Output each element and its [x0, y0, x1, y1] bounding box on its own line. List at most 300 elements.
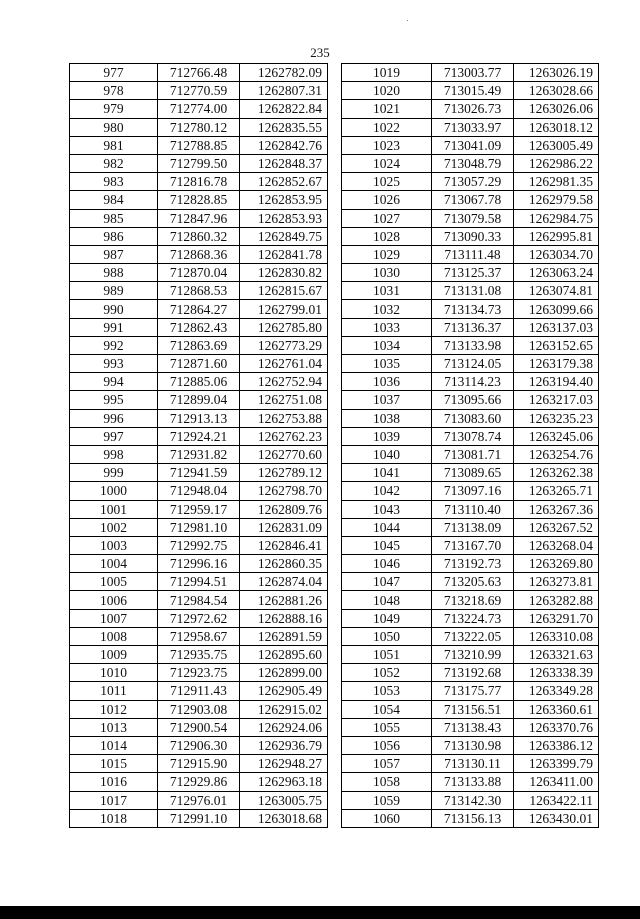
y-coordinate-cell: 1263235.23	[514, 409, 599, 427]
point-number-cell: 1007	[70, 609, 158, 627]
point-number-cell: 1031	[342, 282, 432, 300]
x-coordinate-cell: 713167.70	[432, 536, 514, 554]
table-row	[342, 609, 599, 627]
table-row	[342, 409, 599, 427]
table-row	[342, 391, 599, 409]
y-coordinate-cell: 1263282.88	[514, 591, 599, 609]
x-coordinate-cell: 713111.48	[432, 245, 514, 263]
y-coordinate-cell: 1263268.04	[514, 536, 599, 554]
point-number-cell: 1028	[342, 227, 432, 245]
table-row	[342, 227, 599, 245]
x-coordinate-cell: 712900.54	[158, 718, 240, 736]
x-coordinate-cell: 713015.49	[432, 82, 514, 100]
x-coordinate-cell: 712770.59	[158, 82, 240, 100]
x-coordinate-cell: 712929.86	[158, 773, 240, 791]
table-row	[70, 427, 328, 445]
x-coordinate-cell: 712984.54	[158, 591, 240, 609]
point-number-cell: 1041	[342, 464, 432, 482]
x-coordinate-cell: 712992.75	[158, 536, 240, 554]
x-coordinate-cell: 712868.36	[158, 245, 240, 263]
y-coordinate-cell: 1263034.70	[514, 245, 599, 263]
table-row	[70, 809, 328, 827]
table-row	[342, 809, 599, 827]
point-number-cell: 988	[70, 264, 158, 282]
y-coordinate-cell: 1263370.76	[514, 718, 599, 736]
x-coordinate-cell: 713026.73	[432, 100, 514, 118]
table-row	[342, 591, 599, 609]
point-number-cell: 1033	[342, 318, 432, 336]
x-coordinate-cell: 713124.05	[432, 355, 514, 373]
table-row	[70, 646, 328, 664]
point-number-cell: 984	[70, 191, 158, 209]
point-number-cell: 1008	[70, 627, 158, 645]
x-coordinate-cell: 713090.33	[432, 227, 514, 245]
x-coordinate-cell: 712903.08	[158, 700, 240, 718]
point-number-cell: 980	[70, 118, 158, 136]
point-number-cell: 1045	[342, 536, 432, 554]
point-number-cell: 986	[70, 227, 158, 245]
y-coordinate-cell: 1263194.40	[514, 373, 599, 391]
table-row	[70, 445, 328, 463]
x-coordinate-cell: 713033.97	[432, 118, 514, 136]
y-coordinate-cell: 1262849.75	[240, 227, 328, 245]
y-coordinate-cell: 1263262.38	[514, 464, 599, 482]
x-coordinate-cell: 713218.69	[432, 591, 514, 609]
table-row	[70, 464, 328, 482]
scan-bottom-edge	[0, 906, 640, 919]
x-coordinate-cell: 713083.60	[432, 409, 514, 427]
y-coordinate-cell: 1262905.49	[240, 682, 328, 700]
y-coordinate-cell: 1262835.55	[240, 118, 328, 136]
y-coordinate-cell: 1262789.12	[240, 464, 328, 482]
point-number-cell: 1060	[342, 809, 432, 827]
table-row	[70, 755, 328, 773]
point-number-cell: 1010	[70, 664, 158, 682]
x-coordinate-cell: 713156.51	[432, 700, 514, 718]
y-coordinate-cell: 1263430.01	[514, 809, 599, 827]
table-row	[70, 591, 328, 609]
x-coordinate-cell: 713156.13	[432, 809, 514, 827]
point-number-cell: 1055	[342, 718, 432, 736]
point-number-cell: 1016	[70, 773, 158, 791]
y-coordinate-cell: 1262984.75	[514, 209, 599, 227]
x-coordinate-cell: 712913.13	[158, 409, 240, 427]
point-number-cell: 1052	[342, 664, 432, 682]
table-row	[70, 500, 328, 518]
y-coordinate-cell: 1263360.61	[514, 700, 599, 718]
x-coordinate-cell: 712906.30	[158, 736, 240, 754]
point-number-cell: 983	[70, 173, 158, 191]
x-coordinate-cell: 712774.00	[158, 100, 240, 118]
x-coordinate-cell: 712915.90	[158, 755, 240, 773]
table-row	[342, 682, 599, 700]
point-number-cell: 1002	[70, 518, 158, 536]
y-coordinate-cell: 1263005.75	[240, 791, 328, 809]
table-row	[70, 300, 328, 318]
table-row	[70, 482, 328, 500]
point-number-cell: 1058	[342, 773, 432, 791]
y-coordinate-cell: 1262995.81	[514, 227, 599, 245]
table-row	[342, 627, 599, 645]
point-number-cell: 1057	[342, 755, 432, 773]
point-number-cell: 1017	[70, 791, 158, 809]
y-coordinate-cell: 1263245.06	[514, 427, 599, 445]
x-coordinate-cell: 712816.78	[158, 173, 240, 191]
x-coordinate-cell: 712847.96	[158, 209, 240, 227]
point-number-cell: 1036	[342, 373, 432, 391]
table-row	[342, 318, 599, 336]
y-coordinate-cell: 1262915.02	[240, 700, 328, 718]
x-coordinate-cell: 713057.29	[432, 173, 514, 191]
table-row	[342, 791, 599, 809]
y-coordinate-cell: 1263018.12	[514, 118, 599, 136]
table-row	[70, 100, 328, 118]
x-coordinate-cell: 712871.60	[158, 355, 240, 373]
point-number-cell: 1053	[342, 682, 432, 700]
y-coordinate-cell: 1263026.06	[514, 100, 599, 118]
y-coordinate-cell: 1262860.35	[240, 555, 328, 573]
scan-speck	[407, 20, 408, 21]
y-coordinate-cell: 1262753.88	[240, 409, 328, 427]
table-row	[342, 154, 599, 172]
point-number-cell: 1049	[342, 609, 432, 627]
x-coordinate-cell: 712972.62	[158, 609, 240, 627]
table-row	[70, 736, 328, 754]
y-coordinate-cell: 1263291.70	[514, 609, 599, 627]
x-coordinate-cell: 713175.77	[432, 682, 514, 700]
point-number-cell: 1040	[342, 445, 432, 463]
table-row	[342, 573, 599, 591]
y-coordinate-cell: 1262852.67	[240, 173, 328, 191]
point-number-cell: 978	[70, 82, 158, 100]
y-coordinate-cell: 1263338.39	[514, 664, 599, 682]
table-row	[342, 773, 599, 791]
x-coordinate-cell: 713192.68	[432, 664, 514, 682]
point-number-cell: 1012	[70, 700, 158, 718]
table-row	[342, 755, 599, 773]
table-row	[70, 209, 328, 227]
table-row	[70, 682, 328, 700]
point-number-cell: 982	[70, 154, 158, 172]
x-coordinate-cell: 712899.04	[158, 391, 240, 409]
table-row	[70, 173, 328, 191]
y-coordinate-cell: 1263265.71	[514, 482, 599, 500]
x-coordinate-cell: 713131.08	[432, 282, 514, 300]
point-number-cell: 1027	[342, 209, 432, 227]
table-row	[342, 118, 599, 136]
y-coordinate-cell: 1263152.65	[514, 336, 599, 354]
point-number-cell: 1034	[342, 336, 432, 354]
table-row	[342, 191, 599, 209]
point-number-cell: 1009	[70, 646, 158, 664]
table-row	[70, 318, 328, 336]
table-row	[70, 627, 328, 645]
table-row	[70, 700, 328, 718]
table-row	[342, 555, 599, 573]
table-row	[70, 609, 328, 627]
point-number-cell: 998	[70, 445, 158, 463]
y-coordinate-cell: 1262830.82	[240, 264, 328, 282]
point-number-cell: 1056	[342, 736, 432, 754]
point-number-cell: 1032	[342, 300, 432, 318]
x-coordinate-cell: 712860.32	[158, 227, 240, 245]
y-coordinate-cell: 1263254.76	[514, 445, 599, 463]
x-coordinate-cell: 713097.16	[432, 482, 514, 500]
point-number-cell: 996	[70, 409, 158, 427]
table-row	[70, 373, 328, 391]
y-coordinate-cell: 1263269.80	[514, 555, 599, 573]
y-coordinate-cell: 1262948.27	[240, 755, 328, 773]
y-coordinate-cell: 1263028.66	[514, 82, 599, 100]
table-row	[70, 718, 328, 736]
coordinate-table-right-body	[342, 64, 599, 828]
point-number-cell: 990	[70, 300, 158, 318]
point-number-cell: 1023	[342, 136, 432, 154]
y-coordinate-cell: 1263137.03	[514, 318, 599, 336]
table-row	[342, 700, 599, 718]
table-row	[342, 245, 599, 263]
table-row	[70, 573, 328, 591]
y-coordinate-cell: 1262979.58	[514, 191, 599, 209]
point-number-cell: 995	[70, 391, 158, 409]
y-coordinate-cell: 1262831.09	[240, 518, 328, 536]
table-row	[342, 718, 599, 736]
x-coordinate-cell: 712996.16	[158, 555, 240, 573]
x-coordinate-cell: 713130.98	[432, 736, 514, 754]
table-row	[70, 791, 328, 809]
y-coordinate-cell: 1263018.68	[240, 809, 328, 827]
table-row	[70, 64, 328, 82]
table-row	[70, 118, 328, 136]
y-coordinate-cell: 1263422.11	[514, 791, 599, 809]
x-coordinate-cell: 712924.21	[158, 427, 240, 445]
point-number-cell: 1029	[342, 245, 432, 263]
table-row	[70, 245, 328, 263]
table-row	[342, 427, 599, 445]
y-coordinate-cell: 1263267.36	[514, 500, 599, 518]
y-coordinate-cell: 1262981.35	[514, 173, 599, 191]
y-coordinate-cell: 1262799.01	[240, 300, 328, 318]
y-coordinate-cell: 1263399.79	[514, 755, 599, 773]
point-number-cell: 1006	[70, 591, 158, 609]
table-row	[70, 136, 328, 154]
table-row	[342, 664, 599, 682]
x-coordinate-cell: 712799.50	[158, 154, 240, 172]
y-coordinate-cell: 1262924.06	[240, 718, 328, 736]
x-coordinate-cell: 713079.58	[432, 209, 514, 227]
x-coordinate-cell: 713003.77	[432, 64, 514, 82]
table-row	[70, 82, 328, 100]
point-number-cell: 987	[70, 245, 158, 263]
y-coordinate-cell: 1262846.41	[240, 536, 328, 554]
y-coordinate-cell: 1262841.78	[240, 245, 328, 263]
point-number-cell: 1020	[342, 82, 432, 100]
point-number-cell: 1044	[342, 518, 432, 536]
table-row	[342, 536, 599, 554]
table-row	[342, 482, 599, 500]
point-number-cell: 1037	[342, 391, 432, 409]
y-coordinate-cell: 1263310.08	[514, 627, 599, 645]
point-number-cell: 1024	[342, 154, 432, 172]
x-coordinate-cell: 713133.98	[432, 336, 514, 354]
table-row	[70, 227, 328, 245]
y-coordinate-cell: 1262936.79	[240, 736, 328, 754]
coordinate-table-right	[341, 63, 599, 828]
x-coordinate-cell: 713095.66	[432, 391, 514, 409]
point-number-cell: 1011	[70, 682, 158, 700]
point-number-cell: 1026	[342, 191, 432, 209]
table-row	[342, 300, 599, 318]
x-coordinate-cell: 713081.71	[432, 445, 514, 463]
x-coordinate-cell: 713138.09	[432, 518, 514, 536]
x-coordinate-cell: 712780.12	[158, 118, 240, 136]
point-number-cell: 1001	[70, 500, 158, 518]
table-row	[70, 409, 328, 427]
y-coordinate-cell: 1262752.94	[240, 373, 328, 391]
x-coordinate-cell: 712788.85	[158, 136, 240, 154]
table-row	[70, 773, 328, 791]
y-coordinate-cell: 1263386.12	[514, 736, 599, 754]
point-number-cell: 1018	[70, 809, 158, 827]
y-coordinate-cell: 1263005.49	[514, 136, 599, 154]
x-coordinate-cell: 713067.78	[432, 191, 514, 209]
x-coordinate-cell: 713133.88	[432, 773, 514, 791]
y-coordinate-cell: 1262986.22	[514, 154, 599, 172]
table-row	[342, 518, 599, 536]
table-row	[70, 555, 328, 573]
table-row	[342, 373, 599, 391]
point-number-cell: 981	[70, 136, 158, 154]
x-coordinate-cell: 713041.09	[432, 136, 514, 154]
table-row	[342, 209, 599, 227]
table-row	[70, 154, 328, 172]
y-coordinate-cell: 1262761.04	[240, 355, 328, 373]
y-coordinate-cell: 1263217.03	[514, 391, 599, 409]
x-coordinate-cell: 713078.74	[432, 427, 514, 445]
point-number-cell: 1035	[342, 355, 432, 373]
table-row	[70, 355, 328, 373]
y-coordinate-cell: 1262807.31	[240, 82, 328, 100]
point-number-cell: 1000	[70, 482, 158, 500]
y-coordinate-cell: 1262785.80	[240, 318, 328, 336]
point-number-cell: 1043	[342, 500, 432, 518]
y-coordinate-cell: 1262762.23	[240, 427, 328, 445]
point-number-cell: 985	[70, 209, 158, 227]
y-coordinate-cell: 1262809.76	[240, 500, 328, 518]
table-row	[342, 100, 599, 118]
point-number-cell: 979	[70, 100, 158, 118]
y-coordinate-cell: 1263321.63	[514, 646, 599, 664]
y-coordinate-cell: 1262891.59	[240, 627, 328, 645]
x-coordinate-cell: 712994.51	[158, 573, 240, 591]
x-coordinate-cell: 713134.73	[432, 300, 514, 318]
x-coordinate-cell: 713114.23	[432, 373, 514, 391]
point-number-cell: 997	[70, 427, 158, 445]
point-number-cell: 1030	[342, 264, 432, 282]
y-coordinate-cell: 1263099.66	[514, 300, 599, 318]
point-number-cell: 1005	[70, 573, 158, 591]
y-coordinate-cell: 1263063.24	[514, 264, 599, 282]
point-number-cell: 1039	[342, 427, 432, 445]
y-coordinate-cell: 1263349.28	[514, 682, 599, 700]
x-coordinate-cell: 712931.82	[158, 445, 240, 463]
y-coordinate-cell: 1262848.37	[240, 154, 328, 172]
x-coordinate-cell: 712885.06	[158, 373, 240, 391]
x-coordinate-cell: 712976.01	[158, 791, 240, 809]
y-coordinate-cell: 1263026.19	[514, 64, 599, 82]
y-coordinate-cell: 1262822.84	[240, 100, 328, 118]
point-number-cell: 1021	[342, 100, 432, 118]
point-number-cell: 1014	[70, 736, 158, 754]
y-coordinate-cell: 1263273.81	[514, 573, 599, 591]
x-coordinate-cell: 712863.69	[158, 336, 240, 354]
x-coordinate-cell: 713136.37	[432, 318, 514, 336]
point-number-cell: 1038	[342, 409, 432, 427]
table-row	[70, 336, 328, 354]
point-number-cell: 993	[70, 355, 158, 373]
table-row	[342, 355, 599, 373]
x-coordinate-cell: 712870.04	[158, 264, 240, 282]
table-row	[342, 264, 599, 282]
point-number-cell: 1042	[342, 482, 432, 500]
point-number-cell: 1046	[342, 555, 432, 573]
y-coordinate-cell: 1262853.95	[240, 191, 328, 209]
x-coordinate-cell: 712862.43	[158, 318, 240, 336]
x-coordinate-cell: 712958.67	[158, 627, 240, 645]
point-number-cell: 992	[70, 336, 158, 354]
x-coordinate-cell: 712766.48	[158, 64, 240, 82]
point-number-cell: 1054	[342, 700, 432, 718]
point-number-cell: 1015	[70, 755, 158, 773]
table-row	[70, 664, 328, 682]
table-row	[70, 391, 328, 409]
point-number-cell: 1051	[342, 646, 432, 664]
table-row	[342, 464, 599, 482]
y-coordinate-cell: 1262798.70	[240, 482, 328, 500]
table-row	[70, 264, 328, 282]
y-coordinate-cell: 1262773.29	[240, 336, 328, 354]
table-row	[342, 646, 599, 664]
y-coordinate-cell: 1263074.81	[514, 282, 599, 300]
x-coordinate-cell: 712959.17	[158, 500, 240, 518]
x-coordinate-cell: 712981.10	[158, 518, 240, 536]
point-number-cell: 1019	[342, 64, 432, 82]
x-coordinate-cell: 713110.40	[432, 500, 514, 518]
table-row	[342, 64, 599, 82]
page-number: 235	[310, 45, 330, 60]
point-number-cell: 1050	[342, 627, 432, 645]
y-coordinate-cell: 1262963.18	[240, 773, 328, 791]
point-number-cell: 1004	[70, 555, 158, 573]
coordinate-table-left-body	[70, 64, 328, 828]
table-row	[342, 736, 599, 754]
y-coordinate-cell: 1263411.00	[514, 773, 599, 791]
x-coordinate-cell: 712828.85	[158, 191, 240, 209]
x-coordinate-cell: 713048.79	[432, 154, 514, 172]
y-coordinate-cell: 1262770.60	[240, 445, 328, 463]
table-row	[70, 536, 328, 554]
y-coordinate-cell: 1262895.60	[240, 646, 328, 664]
table-row	[70, 282, 328, 300]
x-coordinate-cell: 713142.30	[432, 791, 514, 809]
x-coordinate-cell: 713222.05	[432, 627, 514, 645]
point-number-cell: 1003	[70, 536, 158, 554]
x-coordinate-cell: 712864.27	[158, 300, 240, 318]
x-coordinate-cell: 712935.75	[158, 646, 240, 664]
x-coordinate-cell: 712911.43	[158, 682, 240, 700]
y-coordinate-cell: 1262853.93	[240, 209, 328, 227]
x-coordinate-cell: 713224.73	[432, 609, 514, 627]
